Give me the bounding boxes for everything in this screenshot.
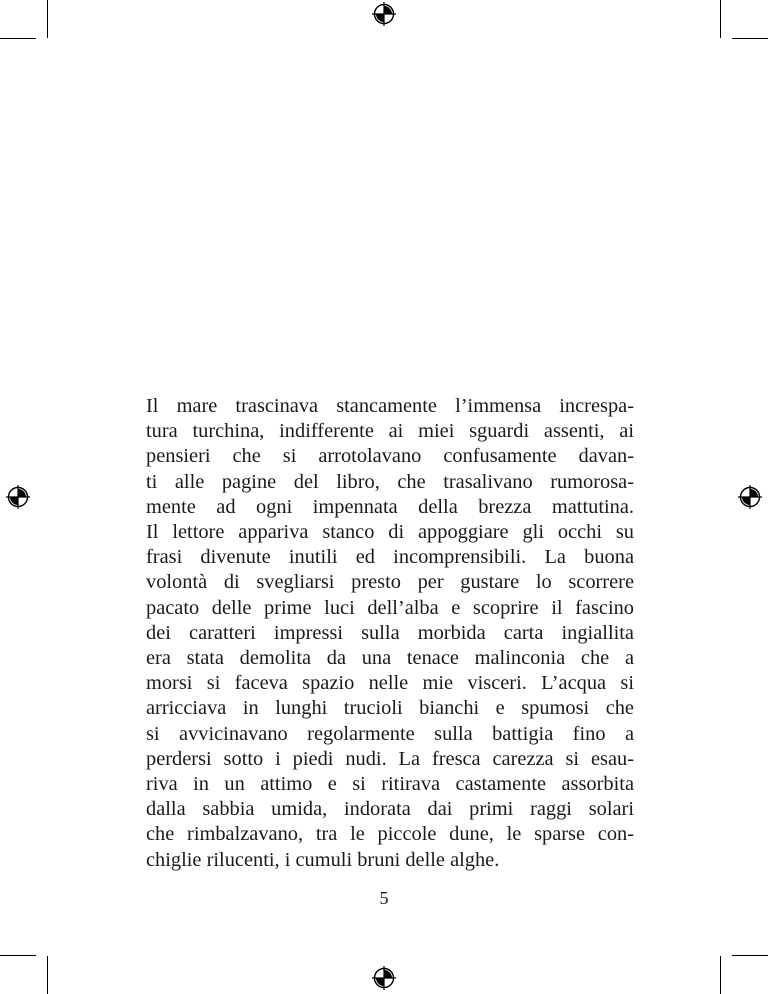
paragraph-line: arricciava in lunghi trucioli bianchi e spumosi che <box>146 697 634 720</box>
paragraph-line: mente ad ogni impennata della brezza mattutina. <box>146 495 634 518</box>
registration-target-icon <box>738 485 762 509</box>
crop-mark-top-left-vertical <box>47 0 48 38</box>
paragraph-line: ti alle pagine del libro, che trasalivano rumorosa- <box>146 470 634 493</box>
page-number: 5 <box>379 888 389 908</box>
paragraph-line: Il mare trascinava stancamente l’immensa increspa- <box>146 395 634 417</box>
paragraph-line: riva in un attimo e si ritirava castamente assorbita <box>146 773 634 796</box>
paragraph-line: volontà di svegliarsi presto per gustare lo scorrere <box>146 571 634 594</box>
paragraph-line: chiglie rilucenti, i cumuli bruni delle alghe. <box>146 848 500 871</box>
paragraph-line: pensieri che si arrotolavano confusamente davan- <box>146 445 634 468</box>
crop-mark-top-left-horizontal <box>0 38 36 39</box>
paragraph-line: era stata demolita da una tenace malinconia che a <box>146 647 634 670</box>
paragraph-line: che rimbalzavano, tra le piccole dune, le sparse con- <box>146 823 634 846</box>
paragraph-line: morsi si faceva spazio nelle mie visceri. L’acqua si <box>146 672 634 695</box>
registration-target-icon <box>372 2 396 26</box>
crop-mark-bottom-left-horizontal <box>0 955 36 956</box>
registration-target-icon <box>372 966 396 990</box>
crop-mark-bottom-right-horizontal <box>732 955 768 956</box>
crop-mark-top-right-horizontal <box>732 38 768 39</box>
crop-mark-top-right-vertical <box>720 0 721 38</box>
paragraph-line: dalla sabbia umida, indorata dai primi raggi solari <box>146 798 634 821</box>
paragraph-line: pacato delle prime luci dell’alba e scoprire il fascino <box>146 596 634 619</box>
paragraph-line: frasi divenute inutili ed incomprensibili. La buona <box>146 546 634 569</box>
paragraph-line: perdersi sotto i piedi nudi. La fresca carezza si esau- <box>146 747 634 770</box>
paragraph-line: si avvicinavano regolarmente sulla battigia fino a <box>146 722 634 745</box>
body-paragraph <box>146 394 634 873</box>
crop-mark-bottom-right-vertical <box>720 956 721 994</box>
paragraph-line: dei caratteri impressi sulla morbida carta ingiallita <box>146 621 634 644</box>
registration-target-icon <box>6 485 30 509</box>
crop-mark-bottom-left-vertical <box>47 956 48 994</box>
paragraph-line: tura turchina, indifferente ai miei sguardi assenti, ai <box>146 420 634 443</box>
paragraph-line: Il lettore appariva stanco di appoggiare gli occhi su <box>146 521 634 544</box>
